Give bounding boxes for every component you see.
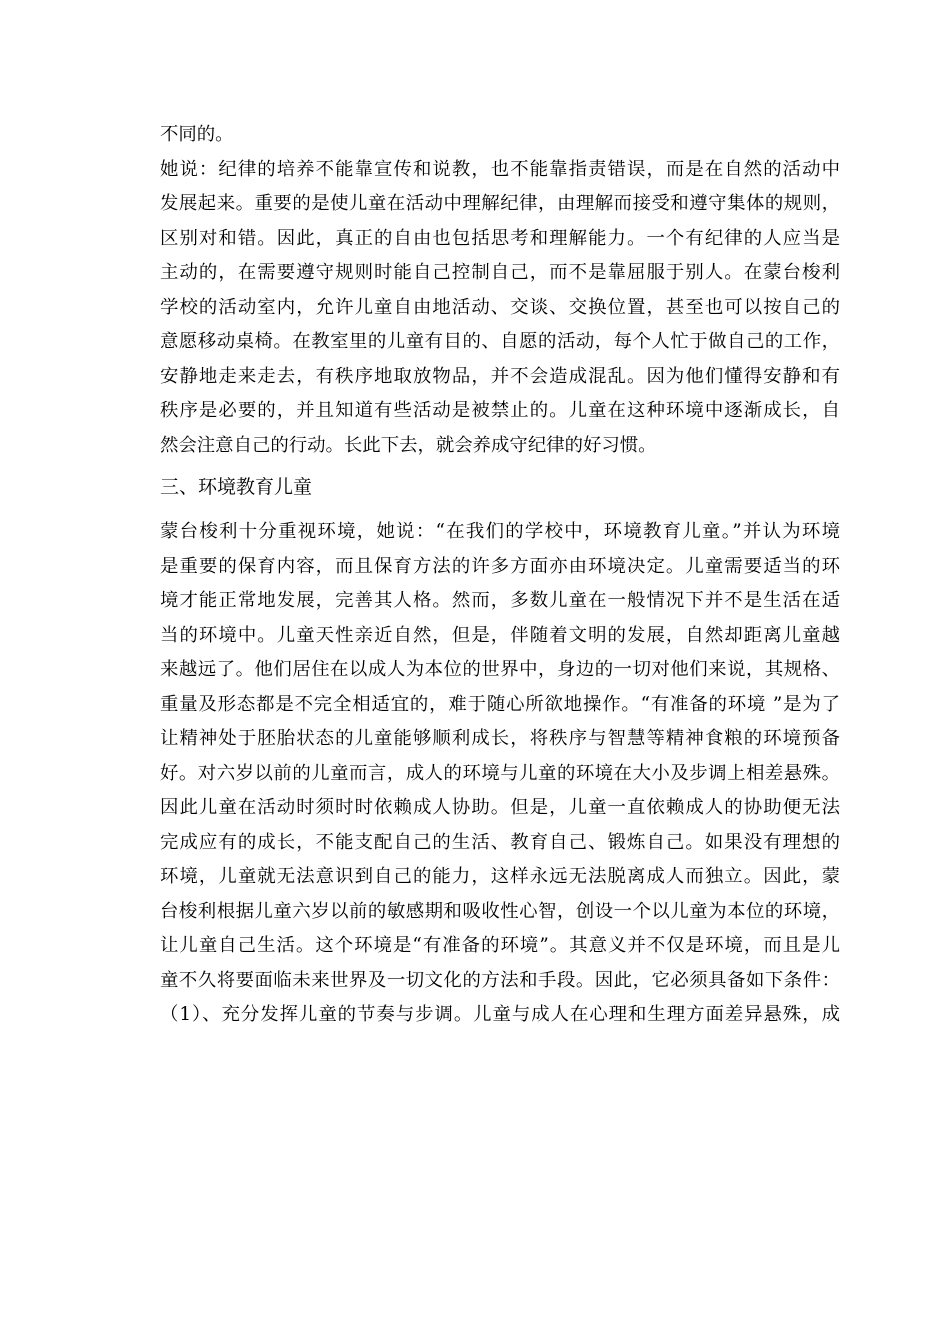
text-line: 境才能正常地发展，完善其人格。然而，多数儿童在一般情况下并不是生活在适 — [160, 590, 840, 611]
section-heading: 三、环境教育儿童 — [160, 476, 313, 498]
text-line: 安静地走来走去，有秩序地取放物品，并不会造成混乱。因为他们懂得安静和有 — [160, 365, 840, 387]
paragraph-environment — [160, 515, 840, 1033]
text-line: 区别对和错。因此，真正的自由也包括思考和理解能力。一个有纪律的人应当是 — [160, 227, 840, 249]
text-line: 让儿童自己生活。这个环境是“有准备的环境”。其意义并不仅是环境，而且是儿 — [160, 935, 840, 956]
text-line: 当的环境中。儿童天性亲近自然，但是，伴随着文明的发展，自然却距离儿童越 — [160, 624, 840, 646]
text-line: 意愿移动桌椅。在教室里的儿童有目的、自愿的活动，每个人忙于做自己的工作， — [160, 331, 840, 352]
text-line: 然会注意自己的行动。长此下去，就会养成守纪律的好习惯。 — [160, 434, 657, 456]
text-line: 不同的。 — [160, 124, 234, 145]
text-line: 重量及形态都是不完全相适宜的，难于随心所欲地操作。“有准备的环境 ”是为了 — [160, 693, 840, 715]
paragraph-continuation — [160, 118, 840, 153]
text-line: 台梭利根据儿童六岁以前的敏感期和吸收性心智，创设一个以儿童为本位的环境， — [160, 900, 840, 922]
text-line: 让精神处于胚胎状态的儿童能够顺利成长，将秩序与智慧等精神食粮的环境预备 — [160, 728, 840, 749]
text-line: 童不久将要面临未来世界及一切文化的方法和手段。因此，它必须具备如下条件： — [160, 969, 840, 991]
text-line: （1）、充分发挥儿童的节奏与步调。儿童与成人在心理和生理方面差异悬殊，成 — [160, 1004, 840, 1025]
text-line: 来越远了。他们居住在以成人为本位的世界中，身边的一切对他们来说，其规格、 — [160, 659, 840, 680]
document-page — [160, 118, 840, 1033]
text-line: 好。对六岁以前的儿童而言，成人的环境与儿童的环境在大小及步调上相差悬殊。 — [160, 762, 840, 784]
text-line: 她说：纪律的培养不能靠宣传和说教，也不能靠指责错误，而是在自然的活动中 — [160, 158, 840, 180]
text-line: 学校的活动室内，允许儿童自由地活动、交谈、交换位置，甚至也可以按自己的 — [160, 296, 840, 318]
text-line: 发展起来。重要的是使儿童在活动中理解纪律，由理解而接受和遵守集体的规则， — [160, 193, 840, 214]
text-line: 环境，儿童就无法意识到自己的能力，这样永远无法脱离成人而独立。因此，蒙 — [160, 866, 840, 887]
paragraph-discipline — [160, 153, 840, 464]
text-line: 是重要的保育内容，而且保育方法的许多方面亦由环境决定。儿童需要适当的环 — [160, 555, 840, 577]
text-line: 蒙台梭利十分重视环境，她说：“在我们的学校中，环境教育儿童。”并认为环境 — [160, 521, 840, 542]
text-line: 因此儿童在活动时须时时依赖成人协助。但是，儿童一直依赖成人的协助便无法 — [160, 797, 840, 818]
text-line: 秩序是必要的，并且知道有些活动是被禁止的。儿童在这种环境中逐渐成长，自 — [160, 400, 840, 421]
text-line: 主动的，在需要遵守规则时能自己控制自己，而不是靠屈服于别人。在蒙台梭利 — [160, 262, 840, 283]
text-line: 完成应有的成长，不能支配自己的生活、教育自己、锻炼自己。如果没有理想的 — [160, 831, 840, 853]
